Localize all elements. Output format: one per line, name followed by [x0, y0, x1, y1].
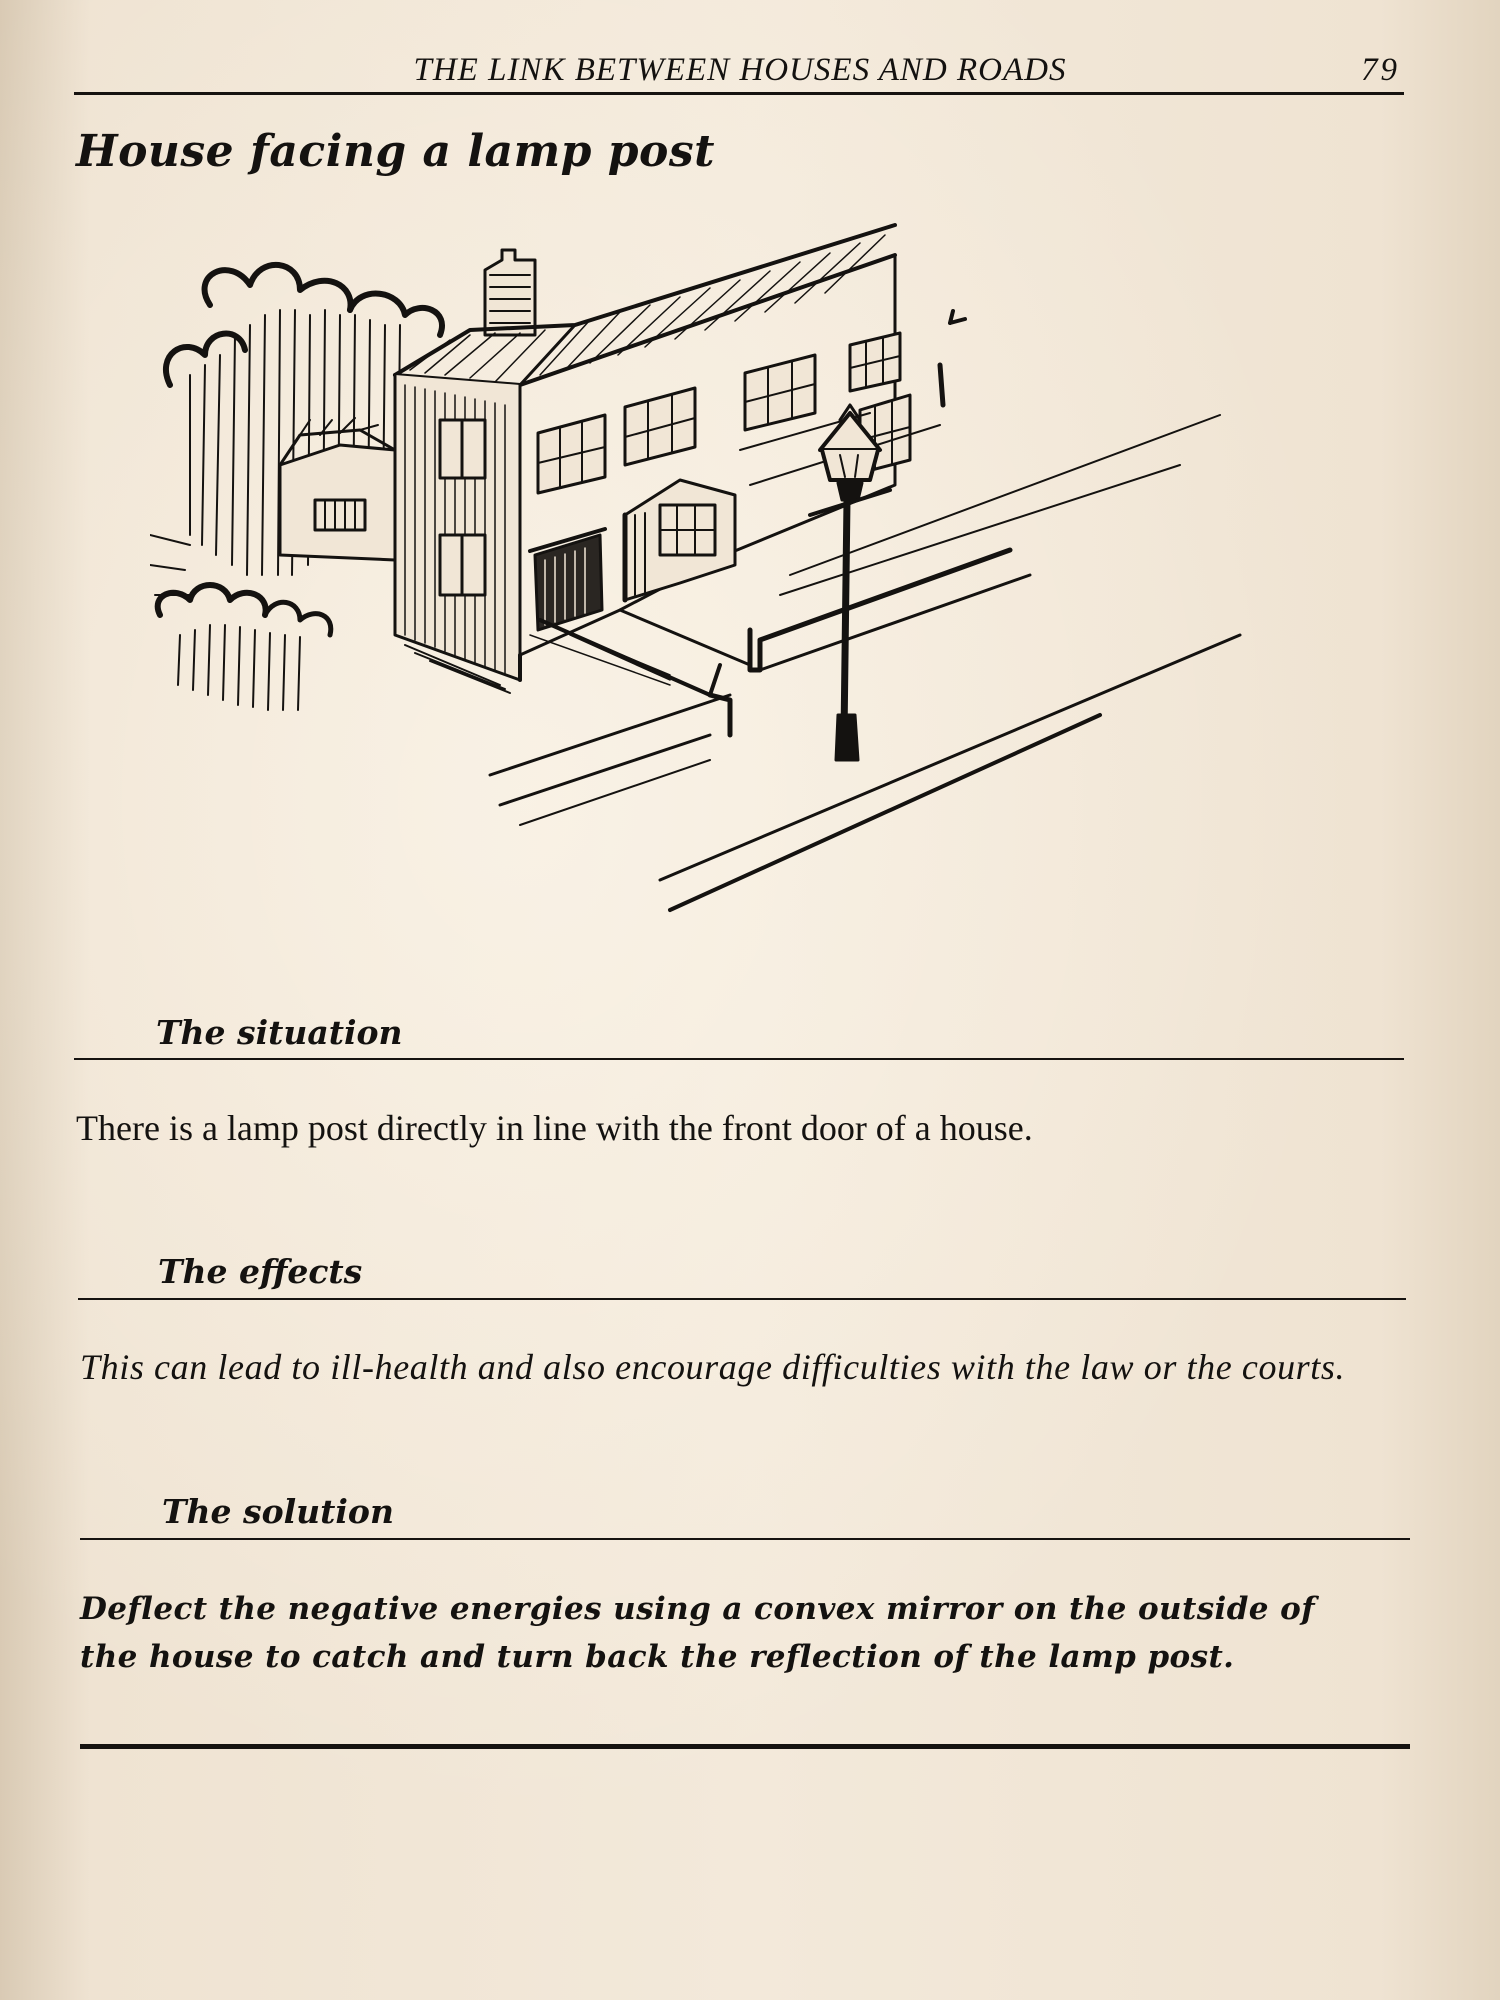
house-lamp-post-illustration: [150, 215, 1260, 935]
solution-rule: [80, 1538, 1410, 1540]
situation-heading: The situation: [156, 1013, 403, 1052]
front-door: [530, 529, 605, 630]
solution-text: Deflect the negative energies using a convex mirror on the outside of the house to catch and turn back the reflection of the lamp post.: [80, 1591, 1315, 1675]
page-title: House facing a lamp post: [76, 126, 715, 177]
bay-window: [625, 480, 735, 600]
running-head: [76, 48, 1404, 92]
effects-heading: The effects: [158, 1252, 363, 1291]
page-number: 79: [1361, 52, 1400, 88]
situation-text: There is a lamp post directly in line with the front door of a house.: [76, 1108, 1033, 1148]
situation-rule: [74, 1058, 1404, 1060]
solution-heading: The solution: [162, 1492, 394, 1531]
side-annex: [280, 418, 395, 560]
house: [395, 225, 965, 693]
end-rule: [80, 1744, 1410, 1749]
header-rule: [74, 92, 1404, 95]
effects-text: This can lead to ill-health and also encourage difficulties with the law or the courts.: [80, 1347, 1346, 1387]
running-title: THE LINK BETWEEN HOUSES AND ROADS: [413, 52, 1067, 88]
effects-rule: [78, 1298, 1406, 1300]
